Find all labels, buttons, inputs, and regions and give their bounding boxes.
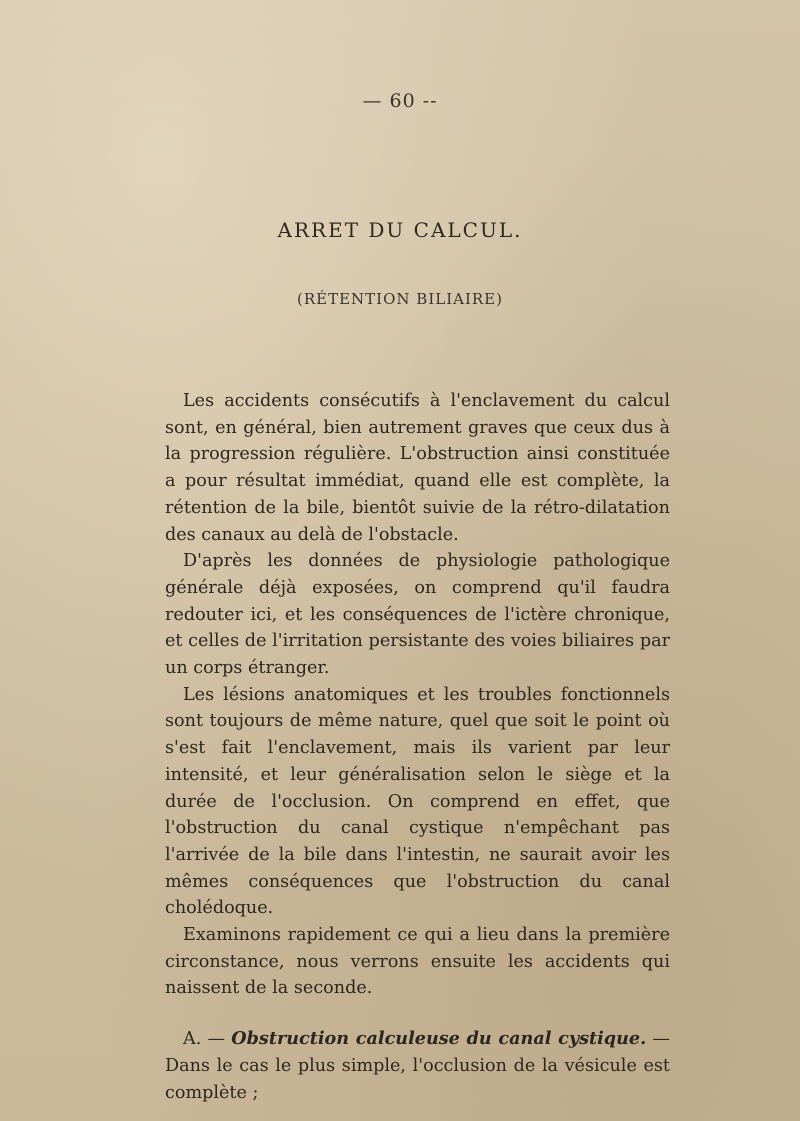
chapter-subtitle: (RÉTENTION BILIAIRE) — [297, 290, 503, 308]
page-number: — 60 -- — [362, 90, 438, 112]
section-a-label: A. — — [183, 1029, 226, 1050]
body-text — [165, 388, 670, 1106]
section-a-text: — Dans le cas le plus simple, l'occlusion de la vésicule est complète ; — [165, 1029, 670, 1103]
section-a-heading: Obstruction calculeuse du canal cystique. — [231, 1028, 647, 1050]
paragraph: D'après les données de physiologie pathologique générale déjà exposées, on comprend qu'il faudra redouter ici, et les conséquences de l'ictère chronique, et celles de l'irritation persistante des voies biliaires par un corps étranger. — [165, 551, 670, 679]
paragraph: Les accidents consécutifs à l'enclavement du calcul sont, en général, bien autrement graves que ceux dus à la progression régulière. L'obstruction ainsi constituée a pour résultat immédiat, quand elle est complète, la rétention de la bile, bientôt suivie de la rétro-dilatation des canaux au delà de l'obstacle. — [165, 391, 670, 545]
chapter-title: ARRET DU CALCUL. — [277, 218, 523, 242]
paragraph: Examinons rapidement ce qui a lieu dans la première circonstance, nous verrons ensuite les accidents qui naissent de la seconde. — [165, 925, 670, 999]
section-a-paragraph — [165, 1026, 670, 1106]
paragraph: Les lésions anatomiques et les troubles fonctionnels sont toujours de même nature, quel que soit le point où s'est fait l'enclavement, mais ils varient par leur intensité, et leur généralisation selon le siège et la durée de l'occlusion. On comprend en effet, que l'obstruction du canal cystique n'empêchant pas l'arrivée de la bile dans l'intestin, ne saurait avoir les mêmes conséquences que l'obstruction du canal cholédoque. — [165, 684, 670, 919]
